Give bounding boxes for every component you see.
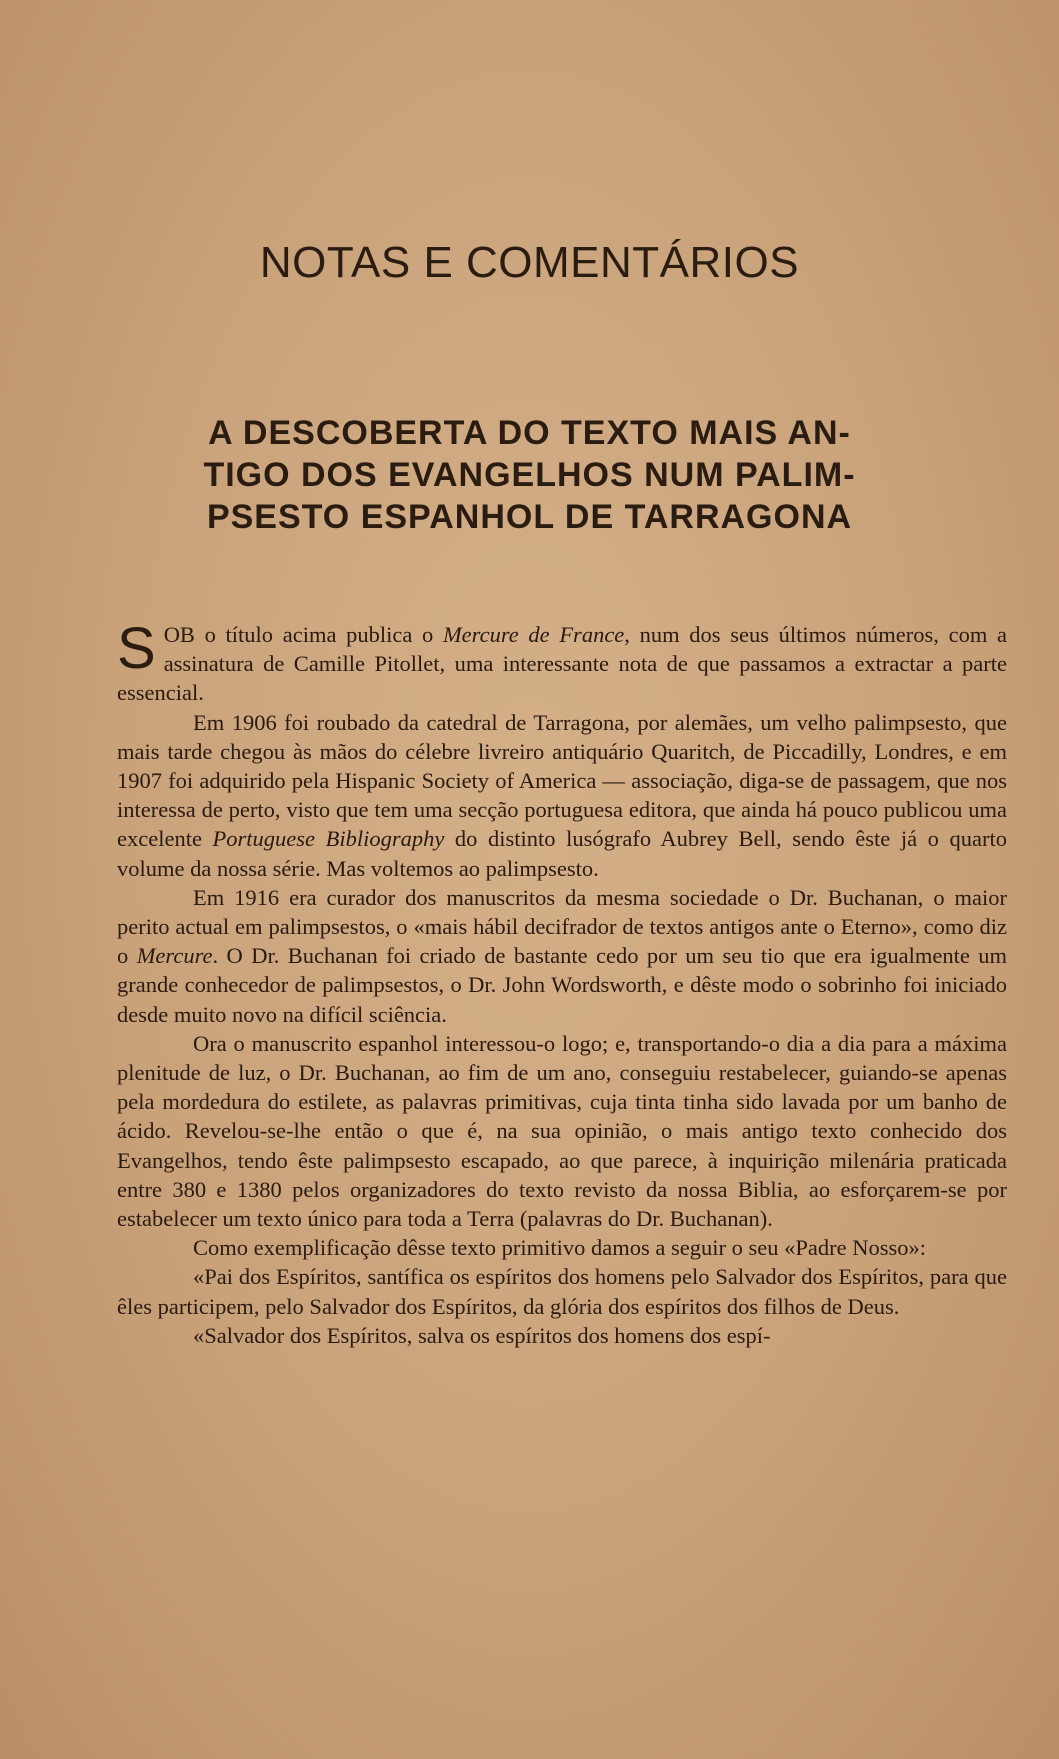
paragraph-text: OB o título acima publica o bbox=[163, 622, 443, 647]
paragraph-2 bbox=[117, 708, 1007, 883]
article-body bbox=[117, 616, 1008, 1350]
article-title-line: TIGO DOS EVANGELHOS NUM PALIM- bbox=[203, 456, 856, 494]
drop-cap: S bbox=[117, 616, 156, 681]
paragraph-text: Em 1906 foi roubado da catedral de Tarragona, por alemães, um velho palimpsesto, que mais tarde chegou às mãos do célebre livreiro antiquário Quaritch, de Piccadilly, Londres, e em 1907 foi adquirido pela Hispanic Society of America — associação, diga-se de passagem, que nos interessa de perto, visto que tem uma secção portuguesa editora, que ainda há pouco publicou uma excelente bbox=[117, 709, 1007, 852]
paragraph-text: do distinto lusógrafo Aubrey Bell, sendo êste já o quarto volume da nossa série. Mas voltemos ao palimpsesto. bbox=[117, 826, 1007, 881]
paragraph-text: . O Dr. Buchanan foi criado de bastante cedo por um seu tio que era igualmente um grande conhecedor de palimpsestos, o Dr. John Wordsworth, e dêste modo o sobrinho foi iniciado desde muito novo na difícil sciência. bbox=[117, 943, 1008, 1027]
paragraph-7: «Salvador dos Espíritos, salva os espíritos dos homens dos espí- bbox=[193, 1322, 771, 1348]
book-title: Portuguese Bibliography bbox=[212, 826, 445, 852]
paragraph-text: , num dos seus últimos números, com a assinatura de Camille Pitollet, uma interessante nota de que passamos a extractar a parte essencial. bbox=[117, 622, 1007, 706]
paragraph-6: «Pai dos Espíritos, santífica os espíritos dos homens pelo Salvador dos Espíritos, para que êles participem, pelo Salvador dos Espíritos, da glória dos espíritos dos filhos de Deus. bbox=[117, 1264, 1007, 1319]
paragraph-text: Em 1916 era curador dos manuscritos da mesma sociedade o Dr. Buchanan, o maior perito actual em palimpsestos, o «mais hábil decifrador de textos antigos ante o Eterno», como diz o bbox=[117, 884, 1007, 969]
section-title: NOTAS E COMENTÁRIOS bbox=[259, 238, 800, 287]
publication-name: Mercure de France bbox=[442, 622, 625, 647]
article-title-line: PSESTO ESPANHOL DE TARRAGONA bbox=[206, 498, 853, 536]
paragraph-5: Como exemplificação dêsse texto primitivo damos a seguir o seu «Padre Nosso»: bbox=[193, 1235, 926, 1261]
article-title-line: A DESCOBERTA DO TEXTO MAIS AN- bbox=[208, 414, 851, 452]
paragraph-3 bbox=[117, 883, 1007, 1029]
paragraph-1 bbox=[117, 616, 1007, 708]
article-title bbox=[0, 412, 1059, 538]
publication-name: Mercure bbox=[136, 943, 213, 969]
paragraph-4: Ora o manuscrito espanhol interessou-o logo; e, transportando-o dia a dia para a máxima plenitude de luz, o Dr. Buchanan, ao fim de um ano, conseguiu restabelecer, guiando-se apenas pela mordedura do estilete, as palavras primitivas, cuja tinta tinha sido lavada por um banho de ácido. Revelou-se-lhe então o que é, na sua opinião, o mais antigo texto conhecido dos Evangelhos, tendo êste palimpsesto escapado, ao que parece, à inquirição milenária praticada entre 380 e 1380 pelos organizadores do texto revisto da nossa Biblia, ao esforçarem-se por estabelecer um texto único para toda a Terra (palavras do Dr. Buchanan). bbox=[117, 1030, 1007, 1232]
